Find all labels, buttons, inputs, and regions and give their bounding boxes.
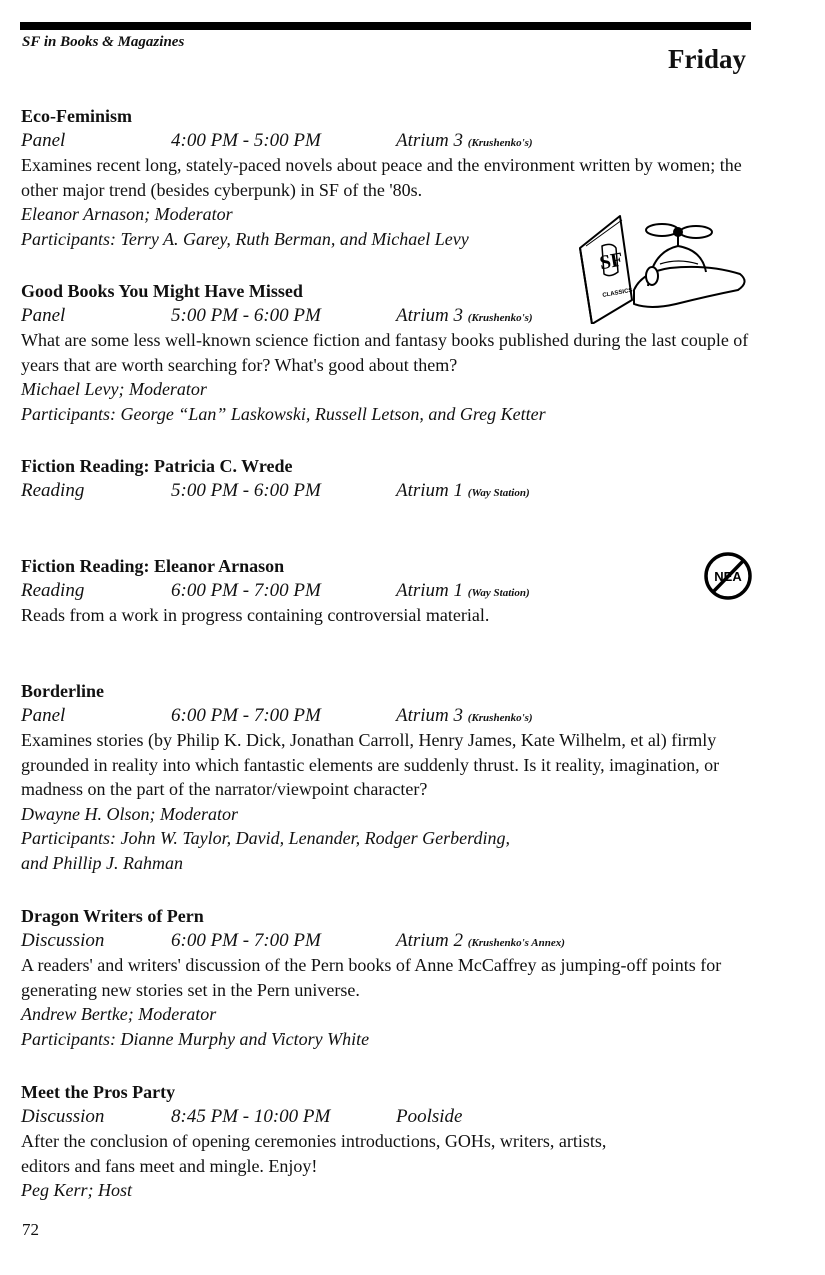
location-name: Atrium 3 bbox=[396, 305, 464, 326]
event-meta bbox=[21, 1104, 771, 1129]
event-time: 4:00 PM - 5:00 PM bbox=[171, 130, 321, 151]
location-name: Atrium 3 bbox=[396, 705, 464, 726]
event-type: Discussion bbox=[21, 1106, 105, 1127]
event-type: Reading bbox=[21, 580, 85, 601]
event-description: Examines stories (by Philip K. Dick, Jonathan Carroll, Henry James, Kate Wilhelm, et al) firmly grounded in reality into which fantastic elements are suddenly thrust. Is it reality, imagination, or madness on the part of the narrator/viewpoint character? bbox=[21, 730, 720, 800]
event-title: Fiction Reading: Patricia C. Wrede bbox=[21, 456, 293, 476]
event-time: 5:00 PM - 6:00 PM bbox=[171, 305, 321, 326]
location-name: Atrium 2 bbox=[396, 930, 464, 951]
event-participants-continued: and Phillip J. Rahman bbox=[21, 852, 183, 873]
location-name: Atrium 1 bbox=[396, 580, 464, 601]
sf-book-beanie-illustration bbox=[578, 212, 750, 324]
event-location: Poolside bbox=[396, 1106, 463, 1127]
event-title: Meet the Pros Party bbox=[21, 1082, 176, 1102]
event-moderator: Dwayne H. Olson; Moderator bbox=[21, 803, 238, 824]
event-time: 8:45 PM - 10:00 PM bbox=[171, 1106, 331, 1127]
event-location bbox=[396, 578, 530, 606]
event-participants: Participants: George “Lan” Laskowski, Russell Letson, and Greg Ketter bbox=[21, 403, 546, 424]
event-wrede-reading bbox=[21, 454, 771, 503]
room-name: (Way Station) bbox=[467, 487, 530, 499]
nea-label: NEA bbox=[714, 569, 742, 584]
event-moderator: Michael Levy; Moderator bbox=[21, 379, 207, 400]
event-moderator: Andrew Bertke; Moderator bbox=[21, 1004, 217, 1025]
event-dragon-writers bbox=[21, 904, 771, 1051]
location-name: Atrium 3 bbox=[396, 130, 464, 151]
event-meta bbox=[21, 478, 771, 503]
room-name: (Krushenko's Annex) bbox=[467, 937, 565, 949]
event-description: Examines recent long, stately-paced novels about peace and the environment written by women; the other major trend (besides cyberpunk) in SF of the '80s. bbox=[21, 155, 742, 200]
event-type: Discussion bbox=[21, 930, 105, 951]
event-description-continued: editors and fans meet and mingle. Enjoy! bbox=[21, 1155, 318, 1176]
location-name: Atrium 1 bbox=[396, 480, 464, 501]
event-title: Borderline bbox=[21, 681, 104, 701]
day-heading: Friday bbox=[668, 44, 746, 74]
event-title: Fiction Reading: Eleanor Arnason bbox=[21, 556, 285, 576]
event-location bbox=[396, 128, 533, 156]
section-label: SF in Books & Magazines bbox=[22, 34, 185, 50]
event-time: 6:00 PM - 7:00 PM bbox=[171, 705, 321, 726]
event-type: Panel bbox=[21, 130, 66, 151]
event-location bbox=[396, 478, 530, 506]
room-name: (Way Station) bbox=[467, 587, 530, 599]
page-number: 72 bbox=[22, 1220, 39, 1239]
event-location bbox=[396, 928, 565, 956]
event-meta bbox=[21, 128, 771, 153]
event-meet-the-pros bbox=[21, 1080, 771, 1203]
event-meta bbox=[21, 928, 771, 953]
event-arnason-reading bbox=[21, 554, 771, 628]
event-description: A readers' and writers' discussion of the Pern books of Anne McCaffrey as jumping-off points for generating new stories set in the Pern universe. bbox=[21, 955, 722, 1000]
event-moderator: Eleanor Arnason; Moderator bbox=[21, 204, 233, 225]
event-location bbox=[396, 703, 533, 731]
event-participants: Participants: Terry A. Garey, Ruth Berman, and Michael Levy bbox=[21, 228, 469, 249]
event-borderline bbox=[21, 679, 771, 876]
top-rule bbox=[20, 22, 751, 30]
book-subtitle-text: CLASSICS bbox=[602, 287, 634, 299]
event-host: Peg Kerr; Host bbox=[21, 1180, 132, 1201]
event-type: Panel bbox=[21, 305, 66, 326]
book-title-text: SF bbox=[597, 248, 625, 275]
room-name: (Krushenko's) bbox=[467, 312, 533, 324]
event-type: Panel bbox=[21, 705, 66, 726]
event-title: Eco-Feminism bbox=[21, 106, 132, 126]
event-time: 6:00 PM - 7:00 PM bbox=[171, 580, 321, 601]
event-description: Reads from a work in progress containing controversial material. bbox=[21, 605, 490, 625]
event-description: After the conclusion of opening ceremonies introductions, GOHs, writers, artists, bbox=[21, 1131, 607, 1151]
event-type: Reading bbox=[21, 480, 85, 501]
room-name: (Krushenko's) bbox=[467, 137, 533, 149]
event-participants: Participants: Dianne Murphy and Victory White bbox=[21, 1028, 370, 1049]
event-meta bbox=[21, 703, 771, 728]
event-meta bbox=[21, 578, 771, 603]
event-time: 6:00 PM - 7:00 PM bbox=[171, 930, 321, 951]
event-description: What are some less well-known science fiction and fantasy books published during the last couple of years that are worth searching for? What's good about them? bbox=[21, 330, 749, 375]
event-time: 5:00 PM - 6:00 PM bbox=[171, 480, 321, 501]
room-name: (Krushenko's) bbox=[467, 712, 533, 724]
event-title: Dragon Writers of Pern bbox=[21, 906, 204, 926]
no-nea-icon bbox=[700, 550, 756, 602]
event-title: Good Books You Might Have Missed bbox=[21, 281, 303, 301]
event-location bbox=[396, 303, 533, 331]
event-participants: Participants: John W. Taylor, David, Lenander, Rodger Gerberding, bbox=[21, 828, 510, 849]
